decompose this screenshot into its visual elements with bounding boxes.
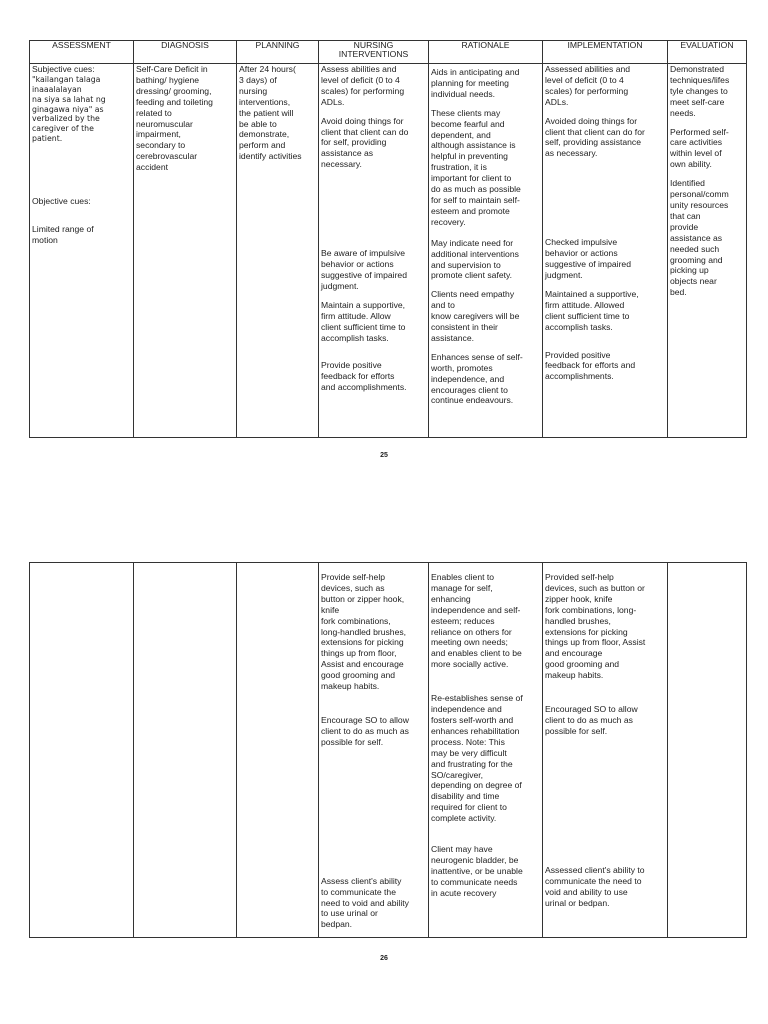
rationale-item: Clients need empathy and to know caregivers will be consistent in their assistance. [431, 289, 520, 343]
implementation-cell [543, 563, 668, 938]
rationale-cell [429, 563, 543, 938]
implementation-item: Avoided doing things for client that client can do for self, providing assistance as necessary. [545, 115, 645, 159]
evaluation-item: Demonstrated techniques/lifes tyle changes to meet self-care needs. [670, 64, 730, 118]
diagnosis-text: Self-Care Deficit in bathing/ hygiene dressing/ grooming, feeding and toileting related to neuromuscular impairment, secondary to cerebrovascular accident [136, 64, 213, 173]
rationale-item: Aids in anticipating and planning for meeting individual needs. [431, 67, 520, 99]
header-diagnosis: DIAGNOSIS [134, 41, 237, 64]
evaluation-cell [668, 64, 747, 438]
intervention-item: Provide self-help devices, such as button or zipper hook, knife fork combinations, long-handled brushes, extensions for picking things up from floor, Assist and encourage good grooming and makeup habits. [321, 572, 407, 692]
implementation-item: Assessed client's ability to communicate the need to void and ability to use urinal or bedpan. [545, 864, 645, 908]
rationale-item: Client may have neurogenic bladder, be inattentive, or be unable to communicate needs in acute recovery [431, 844, 523, 898]
table-header-row [30, 41, 747, 64]
intervention-item: Assess client's ability to communicate the need to void and ability to use urinal or bedpan. [321, 875, 409, 930]
intervention-item: Provide positive feedback for efforts and accomplishments. [321, 360, 407, 393]
implementation-item: Encouraged SO to allow client to do as much as possible for self. [545, 704, 638, 736]
rationale-item: Enables client to manage for self, enhancing independence and self- esteem; reduces reliance on others for meeting own needs; and enables client to be more socially active. [431, 572, 522, 670]
table-row [30, 563, 747, 938]
header-rationale: RATIONALE [429, 41, 543, 64]
rationale-cell [429, 64, 543, 438]
evaluation-item: Identified personal/comm unity resources that can provide assistance as needed such grooming and picking up objects near bed. [670, 178, 729, 298]
care-plan-table-page-26 [29, 562, 747, 938]
assessment-cell [30, 64, 134, 438]
interventions-cell [319, 64, 429, 438]
header-nursing-interventions: NURSING INTERVENTIONS [319, 41, 429, 64]
diagnosis-cell [134, 64, 237, 438]
implementation-cell [543, 64, 668, 438]
evaluation-cell-empty [668, 563, 747, 938]
planning-cell-empty [237, 563, 319, 938]
assessment-cell-empty [30, 563, 134, 938]
intervention-item: Avoid doing things for client that client can do for self, providing assistance as necessary. [321, 115, 409, 170]
page-number: 26 [380, 955, 388, 962]
diagnosis-cell-empty [134, 563, 237, 938]
rationale-item: May indicate need for additional interventions and supervision to promote client safety. [431, 237, 519, 281]
implementation-item: Assessed abilities and level of deficit (0 to 4 scales) for performing ADLs. [545, 64, 631, 107]
intervention-item: Be aware of impulsive behavior or actions suggestive of impaired judgment. [321, 248, 407, 291]
table-row [30, 64, 747, 438]
planning-text: After 24 hours( 3 days) of nursing interventions, the patient will be able to demonstrate, perform and identify activities [239, 64, 302, 162]
header-implementation: IMPLEMENTATION [543, 41, 668, 64]
implementation-item: Checked impulsive behavior or actions suggestive of impaired judgment. [545, 237, 631, 280]
subjective-cues-quote: "kailangan talaga inaaalalayan na siya sa lahat ng ginagawa niya" as verbalized by the caregiver of the patient. [32, 74, 106, 144]
interventions-cell [319, 563, 429, 938]
subjective-cues-label: Subjective cues: [32, 64, 95, 74]
rationale-item: These clients may become fearful and dependent, and although assistance is helpful in preventing frustration, it is important for client to do as much as possible for self to maintain self- esteem and promote recovery. [431, 107, 521, 227]
care-plan-table-page-25 [29, 40, 747, 438]
objective-cues-label: Objective cues: [32, 196, 91, 207]
header-evaluation: EVALUATION [668, 41, 747, 64]
implementation-item: Maintained a supportive, firm attitude. Allowed client sufficient time to accomplish tasks. [545, 288, 639, 332]
evaluation-item: Performed self- care activities within level of own ability. [670, 126, 729, 170]
planning-cell [237, 64, 319, 438]
objective-cues-text: Limited range of motion [32, 224, 94, 245]
page-number: 25 [380, 452, 388, 459]
implementation-item: Provided positive feedback for efforts and accomplishments. [545, 349, 636, 382]
header-planning: PLANNING [237, 41, 319, 64]
rationale-item: Enhances sense of self- worth, promotes independence, and encourages client to continue endeavours. [431, 351, 523, 406]
intervention-item: Assess abilities and level of deficit (0 to 4 scales) for performing ADLs. [321, 64, 405, 107]
header-assessment: ASSESSMENT [30, 41, 134, 64]
intervention-item: Maintain a supportive, firm attitude. Allow client sufficient time to accomplish tasks. [321, 299, 406, 343]
rationale-item: Re-establishes sense of independence and fosters self-worth and enhances rehabilitation process. Note: This may be very difficult and frustrating for the SO/caregiver, depending on degree of disability and time required for client to complete activity. [431, 693, 523, 824]
intervention-item: Encourage SO to allow client to do as much as possible for self. [321, 714, 409, 747]
implementation-item: Provided self-help devices, such as button or zipper hook, knife fork combinations, long- handled brushes, extensions for picking things up from floor, Assist and encourage good grooming and makeup habits. [545, 572, 646, 681]
